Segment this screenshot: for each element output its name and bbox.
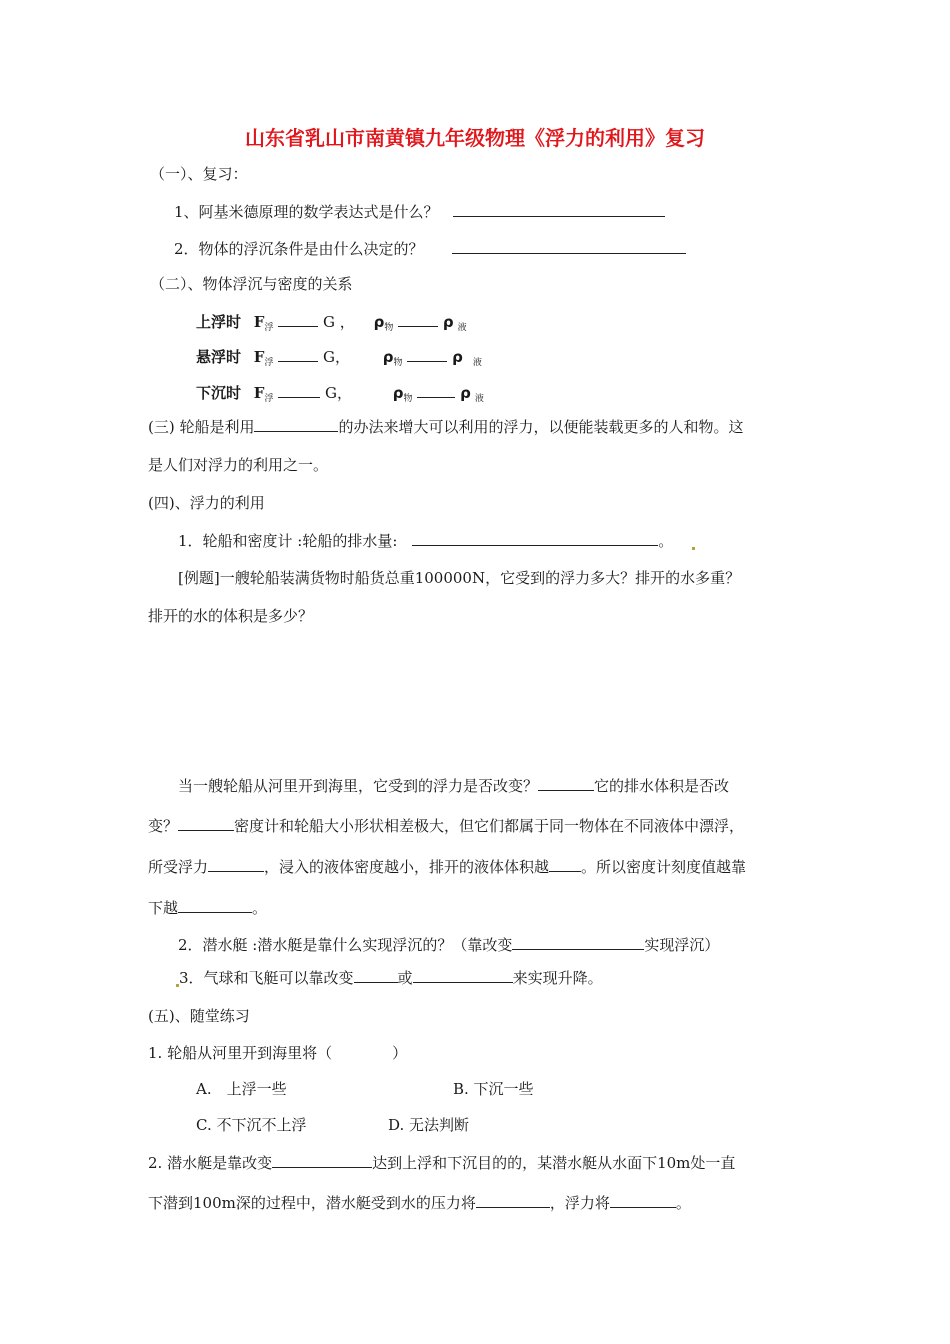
object-subscript: 物: [384, 323, 394, 333]
example-line-2: 排开的水的体积是多少？: [148, 607, 314, 625]
blank-water-pressure[interactable]: [476, 1192, 550, 1208]
rho-symbol: ρ: [373, 313, 385, 331]
example-line-1: [例题]一艘轮船装满货物时船货总重100000N，它受到的浮力多大？排开的水多重？: [178, 569, 741, 587]
liquid-subscript: 液: [474, 394, 484, 404]
answer-blank-archimedes[interactable]: [453, 201, 665, 217]
sentence-end: 。: [658, 532, 674, 550]
practice-question-2-text: 达到上浮和下沉目的的，某潜水艇从水面下10m处一直: [372, 1154, 736, 1172]
blank-density-compare[interactable]: [398, 311, 438, 327]
liquid-subscript: 液: [457, 323, 467, 333]
practice-question-2-text: 。: [675, 1194, 691, 1212]
row-sinking: [196, 382, 484, 409]
rho-symbol: ρ: [382, 348, 394, 366]
item-submarine-text: 实现浮沉）: [644, 936, 720, 954]
object-subscript: 物: [393, 358, 403, 368]
buoyancy-symbol: F: [253, 313, 265, 331]
buoyancy-subscript: 浮: [264, 323, 274, 333]
ship-paragraph-text: 所受浮力: [148, 858, 209, 876]
section-1-heading: （一）、复习：: [150, 165, 248, 183]
ship-paragraph-text: 当一艘轮船从河里开到海里，它受到的浮力是否改变？: [178, 777, 539, 795]
object-subscript: 物: [403, 394, 413, 404]
item-balloon-text: 或: [397, 969, 413, 987]
ship-paragraph-text: 变？: [148, 817, 179, 835]
buoyancy-subscript: 浮: [264, 394, 274, 404]
practice-question-1: 1. 轮船从河里开到海里将（ ）: [148, 1044, 408, 1062]
blank-force-compare[interactable]: [278, 346, 318, 362]
item-balloon-text: 来实现升降。: [512, 969, 603, 987]
option-b[interactable]: B. 下沉一些: [453, 1080, 534, 1098]
blank-buoyancy-trend[interactable]: [610, 1192, 676, 1208]
gravity-symbol: G，: [323, 348, 351, 366]
blank-force-compare[interactable]: [278, 311, 318, 327]
practice-question-2-text: ，浮力将: [549, 1194, 610, 1212]
blank-balloon-a[interactable]: [354, 967, 398, 983]
section-3-text-b: 的办法来增大可以利用的浮力，以便能装载更多的人和物。这: [338, 418, 744, 436]
row-label: 上浮时: [196, 313, 242, 331]
item-ship-densimeter-text: 1．轮船和密度计 :轮船的排水量:: [178, 532, 398, 550]
blank-displacement[interactable]: [412, 530, 658, 546]
buoyancy-symbol: F: [253, 384, 265, 402]
blank-volume-change[interactable]: [178, 815, 234, 831]
blank-buoyancy-same[interactable]: [208, 856, 264, 872]
rho-symbol: ρ: [460, 384, 471, 402]
blank-density-compare[interactable]: [407, 346, 447, 362]
practice-question-2-text: 2. 潜水艇是靠改变: [148, 1154, 273, 1172]
stray-dot-mark: [692, 547, 695, 550]
blank-buoyancy-change[interactable]: [538, 775, 594, 791]
page-title: 山东省乳山市南黄镇九年级物理《浮力的利用》复习: [245, 126, 705, 150]
blank-submarine-change[interactable]: [272, 1152, 372, 1168]
section-2-heading: （二）、物体浮沉与密度的关系: [150, 275, 353, 293]
ship-paragraph-text: 。: [252, 899, 268, 917]
answer-blank-float-condition[interactable]: [452, 238, 686, 254]
item-balloon-text: 3．气球和飞艇可以靠改变: [179, 969, 354, 987]
rho-symbol: ρ: [442, 313, 454, 331]
section-3-line-1: [148, 416, 744, 437]
ship-paragraph-line-2: [148, 815, 744, 836]
section-4-heading: (四)、浮力的利用: [148, 494, 265, 512]
item-ship-densimeter: [178, 530, 697, 551]
buoyancy-subscript: 浮: [264, 358, 274, 368]
row-label: 悬浮时: [196, 348, 242, 366]
row-label: 下沉时: [196, 384, 242, 402]
ship-paragraph-text: ，浸入的液体密度越小，排开的液体体积越: [264, 858, 550, 876]
question-archimedes: [174, 201, 665, 222]
question-archimedes-text: 1、阿基米德原理的数学表达式是什么？: [174, 203, 439, 221]
section-5-heading: (五)、随堂练习: [148, 1007, 250, 1025]
gravity-symbol: G ，: [323, 313, 355, 331]
practice-question-2-line-1: [148, 1152, 735, 1173]
item-submarine-text: 2．潜水艇 :潜水艇是靠什么实现浮沉的？（靠改变: [178, 936, 513, 954]
blank-submarine-method[interactable]: [512, 934, 644, 950]
ship-paragraph-text: 它的排水体积是否改: [594, 777, 730, 795]
blank-force-compare[interactable]: [278, 382, 320, 398]
blank-ship-method[interactable]: [254, 416, 338, 432]
buoyancy-symbol: F: [253, 348, 265, 366]
ship-paragraph-text: 密度计和轮船大小形状相差极大，但它们都属于同一物体在不同液体中漂浮，: [234, 817, 745, 835]
question-float-condition: [174, 238, 686, 259]
ship-paragraph-line-1: [178, 775, 729, 796]
blank-volume-larger[interactable]: [549, 856, 581, 872]
ship-paragraph-text: 下越: [148, 899, 179, 917]
row-rising: [196, 311, 467, 338]
option-c[interactable]: C. 不下沉不上浮: [196, 1116, 307, 1134]
row-suspended: [196, 346, 482, 373]
option-d[interactable]: D. 无法判断: [388, 1116, 470, 1134]
item-balloon: [178, 967, 603, 988]
rho-symbol: ρ: [392, 384, 404, 402]
blank-density-compare[interactable]: [417, 382, 455, 398]
ship-paragraph-text: 。所以密度计刻度值越靠: [581, 858, 747, 876]
item-submarine: [178, 934, 719, 955]
blank-scale-value[interactable]: [178, 897, 252, 913]
liquid-subscript: 液: [472, 358, 482, 368]
ship-paragraph-line-4: [148, 897, 267, 918]
practice-question-2-line-2: [148, 1192, 691, 1213]
section-3-text-a: (三) 轮船是利用: [148, 418, 255, 436]
gravity-symbol: G，: [325, 384, 353, 402]
blank-balloon-b[interactable]: [413, 967, 513, 983]
option-a[interactable]: A. 上浮一些: [196, 1080, 287, 1098]
section-3-line-2: 是人们对浮力的利用之一。: [148, 456, 329, 474]
ship-paragraph-line-3: [148, 856, 746, 877]
rho-symbol: ρ: [452, 348, 463, 366]
practice-question-2-text: 下潜到100m深的过程中，潜水艇受到水的压力将: [148, 1194, 476, 1212]
question-float-condition-text: 2．物体的浮沉条件是由什么决定的？: [174, 240, 424, 258]
